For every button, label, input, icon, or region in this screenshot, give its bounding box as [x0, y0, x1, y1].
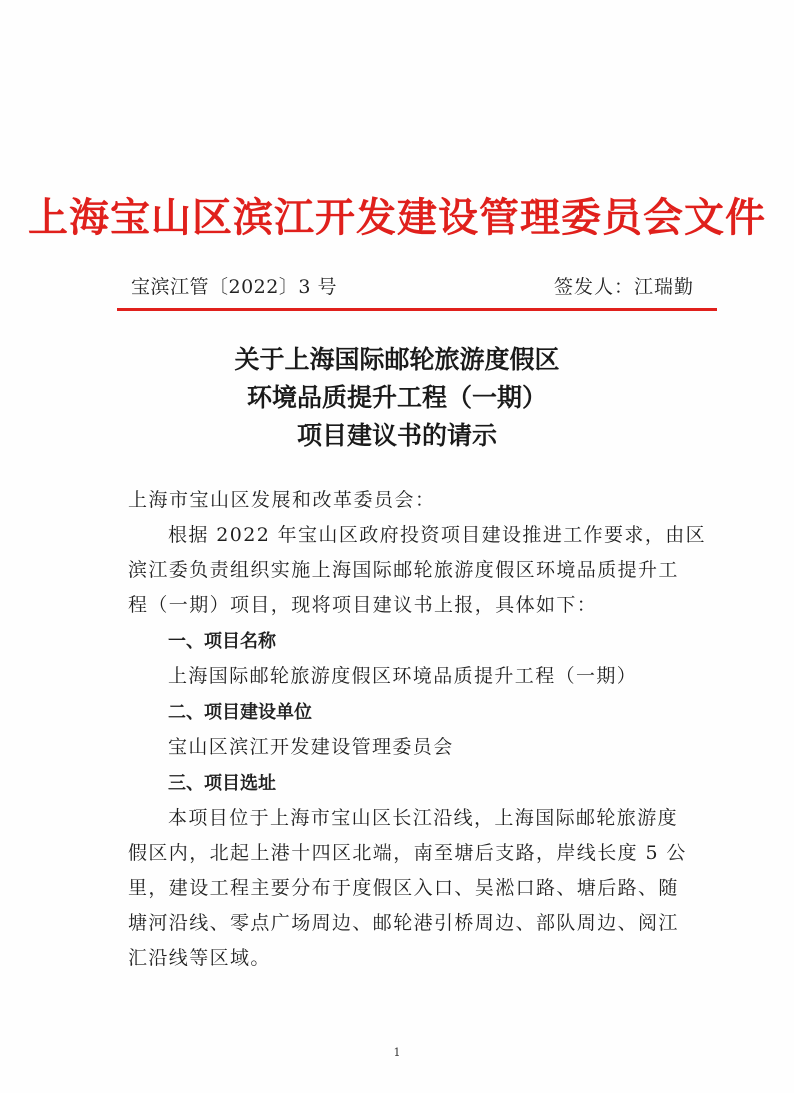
project-name-text: 上海国际邮轮旅游度假区环境品质提升工程（一期）: [168, 665, 638, 687]
project-site-line: 汇沿线等区域。: [128, 947, 271, 969]
project-site-line: 里，建设工程主要分布于度假区入口、吴淞口路、塘后路、随: [128, 877, 679, 899]
document-body: [128, 483, 708, 976]
construction-unit-text: 宝山区滨江开发建设管理委员会: [168, 736, 454, 758]
section-heading-project-site: 三、项目选址: [168, 773, 276, 794]
page-number: 1: [393, 1046, 401, 1059]
subject-line-1: 关于上海国际邮轮旅游度假区: [234, 345, 560, 374]
project-site-line: 塘河沿线、零点广场周边、邮轮港引桥周边、部队周边、阅江: [128, 912, 679, 934]
intro-line: 滨江委负责组织实施上海国际邮轮旅游度假区环境品质提升工: [128, 559, 679, 581]
section-heading-project-name: 一、项目名称: [168, 631, 276, 652]
section-heading-construction-unit: 二、项目建设单位: [168, 702, 312, 723]
signer: 签发人：江瑞勤: [553, 276, 694, 298]
addressee: 上海市宝山区发展和改革委员会：: [128, 489, 436, 511]
document-subject: [0, 341, 794, 455]
document-number: 宝滨江管〔2022〕3 号: [131, 276, 337, 298]
project-site-line: 假区内，北起上港十四区北端，南至塘后支路，岸线长度 5 公: [128, 842, 687, 864]
subject-line-2: 环境品质提升工程（一期）: [246, 383, 547, 412]
intro-line: 程（一期）项目，现将项目建议书上报，具体如下：: [128, 594, 598, 616]
red-divider-line: [117, 308, 717, 311]
subject-line-3: 项目建议书的请示: [296, 421, 497, 450]
intro-line: 根据 2022 年宝山区政府投资项目建设推进工作要求，由区: [168, 524, 707, 546]
issuing-authority-title: 上海宝山区滨江开发建设管理委员会文件: [28, 194, 766, 241]
project-site-line: 本项目位于上海市宝山区长江沿线，上海国际邮轮旅游度: [168, 807, 679, 829]
